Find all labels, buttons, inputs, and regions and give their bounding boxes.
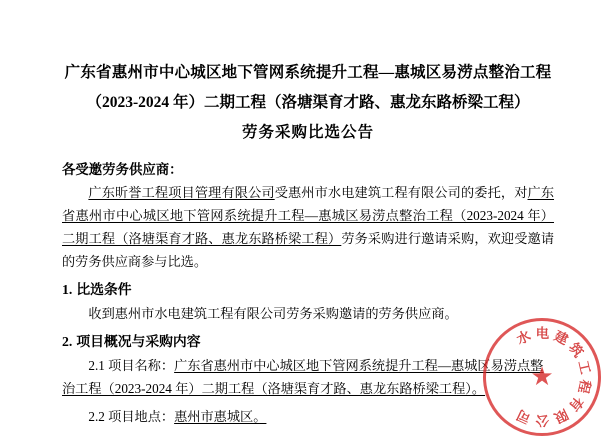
seal-character: 筑 xyxy=(566,340,587,360)
intro-agency-name: 广东昕誉工程项目管理有限公司 xyxy=(88,185,275,200)
section-2-item-1-label: 2.1 项目名称： xyxy=(88,358,175,373)
seal-character: 公 xyxy=(535,412,550,429)
section-2-heading xyxy=(62,330,554,354)
intro-project-name: 广东省惠州市中心城区地下管网系统提升工程—惠城区易涝点整治工程（2023-2024 年）二期工程（洛塘渠育才路、惠龙东路桥梁工程） xyxy=(62,185,555,246)
seal-character: 有 xyxy=(566,394,587,414)
addressee-line: 各受邀劳务供应商： xyxy=(62,162,183,177)
section-2-item-2 xyxy=(62,405,554,428)
section-2-number: 2. xyxy=(62,334,73,349)
document-title-line-2: （2023-2024 年）二期工程（洛塘渠育才路、惠龙东路桥梁工程） xyxy=(86,94,530,111)
document-body xyxy=(62,58,554,428)
document-title-line-1: 广东省惠州市中心城区地下管网系统提升工程—惠城区易涝点整治工程 xyxy=(64,64,552,81)
seal-character: 水 xyxy=(514,327,533,348)
title-spacer xyxy=(62,148,554,157)
seal-character: 建 xyxy=(551,328,571,348)
section-2-title: 项目概况与采购内容 xyxy=(76,334,201,349)
seal-character: 司 xyxy=(514,406,533,427)
seal-character: 工 xyxy=(575,359,594,376)
section-1-body: 收到惠州市水电建筑工程有限公司劳务采购邀请的劳务供应商。 xyxy=(88,306,458,321)
seal-star-icon: ★ xyxy=(530,362,554,391)
seal-character: 电 xyxy=(535,325,550,342)
section-2-item-2-label: 2.2 项目地点： xyxy=(88,409,175,424)
intro-paragraph xyxy=(62,181,554,273)
intro-text-1: 受惠州市水电建筑工程有限公司的委托，对 xyxy=(274,185,528,200)
section-1-title: 比选条件 xyxy=(76,282,132,297)
section-2-item-1-value: 广东省惠州市中心城区地下管网系统提升工程—惠城区易涝点整治工程（2023-2024 年）二期工程（洛塘渠育才路、惠龙东路桥梁工程）。 xyxy=(62,358,544,396)
document-title-line-3: 劳务采购比选公告 xyxy=(241,124,374,141)
section-1-number: 1. xyxy=(62,282,73,297)
section-1-heading xyxy=(62,278,554,302)
seal-character: 限 xyxy=(551,406,571,426)
section-2-item-1 xyxy=(62,354,554,400)
seal-character: 程 xyxy=(575,378,594,395)
section-2-item-2-value: 惠州市惠城区。 xyxy=(174,409,267,424)
intro-text-2: 劳务采购进行邀请采购，欢迎受邀请的劳务供应商参与比选。 xyxy=(62,231,555,269)
